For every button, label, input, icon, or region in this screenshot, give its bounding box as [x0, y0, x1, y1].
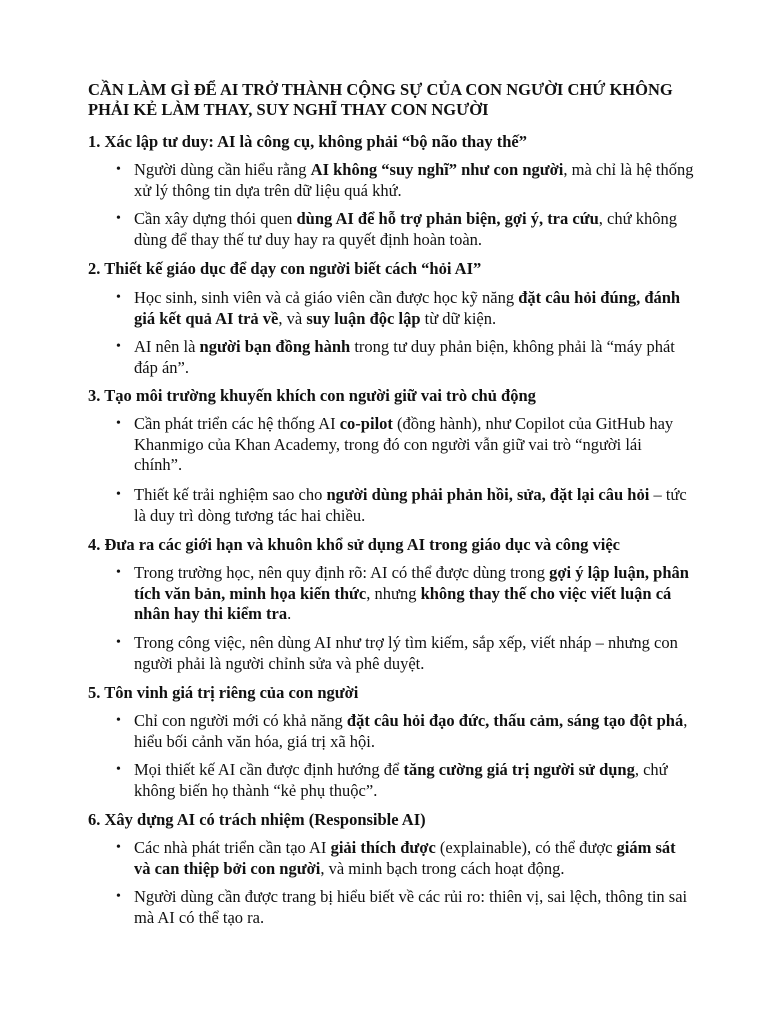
bullet-item: Cần phát triển các hệ thống AI co-pilot (đồng hành), như Copilot của GitHub hay Khanmigo của Khan Academy, trong đó con người vẫn giữ vai trò “người lái chính”.	[134, 414, 674, 474]
bullet-item: Mọi thiết kế AI cần được định hướng để tăng cường giá trị người sử dụng, chứ không biến họ thành “kẻ phụ thuộc”.	[134, 760, 668, 800]
bullet-icon: •	[116, 487, 121, 502]
bullet-icon: •	[116, 162, 121, 177]
bullet-icon: •	[116, 713, 121, 728]
section-heading-4: 4. Đưa ra các giới hạn và khuôn khổ sử dụng AI trong giáo dục và công việc	[88, 535, 620, 554]
bullet-icon: •	[116, 211, 121, 226]
bullet-icon: •	[116, 339, 121, 354]
bullet-item: Cần xây dựng thói quen dùng AI để hỗ trợ phản biện, gợi ý, tra cứu, chứ không dùng để thay thế tư duy hay ra quyết định hoàn toàn.	[134, 209, 677, 249]
document-title: CẦN LÀM GÌ ĐỂ AI TRỞ THÀNH CỘNG SỰ CỦA CON NGƯỜI CHỨ KHÔNG PHẢI KẺ LÀM THAY, SUY NGHĨ THAY CON NGƯỜI	[88, 80, 673, 119]
bullet-icon: •	[116, 565, 121, 580]
bullet-icon: •	[116, 840, 121, 855]
section-heading-3: 3. Tạo môi trường khuyến khích con người giữ vai trò chủ động	[88, 386, 536, 405]
bullet-icon: •	[116, 416, 121, 431]
bullet-item: AI nên là người bạn đồng hành trong tư duy phản biện, không phải là “máy phát đáp án”.	[134, 337, 675, 377]
bullet-icon: •	[116, 635, 121, 650]
section-heading-1: 1. Xác lập tư duy: AI là công cụ, không phải “bộ não thay thế”	[88, 132, 527, 151]
bullet-item: Các nhà phát triển cần tạo AI giải thích được (explainable), có thể được giám sát và can thiệp bởi con người, và minh bạch trong cách hoạt động.	[134, 838, 676, 878]
bullet-item: Người dùng cần hiểu rằng AI không “suy nghĩ” như con người, mà chỉ là hệ thống xử lý thông tin dựa trên dữ liệu quá khứ.	[134, 160, 694, 200]
bullet-item: Chỉ con người mới có khả năng đặt câu hỏi đạo đức, thấu cảm, sáng tạo đột phá, hiểu bối cảnh văn hóa, giá trị xã hội.	[134, 711, 688, 751]
bullet-item: Trong công việc, nên dùng AI như trợ lý tìm kiếm, sắp xếp, viết nháp – nhưng con người phải là người chỉnh sửa và phê duyệt.	[134, 633, 678, 673]
section-heading-6: 6. Xây dựng AI có trách nhiệm (Responsible AI)	[88, 810, 426, 829]
bullet-item: Trong trường học, nên quy định rõ: AI có thể được dùng trong gợi ý lập luận, phân tích văn bản, minh họa kiến thức, nhưng không thay thế cho việc viết luận cá nhân hay thi kiểm tra.	[134, 563, 689, 623]
section-heading-2: 2. Thiết kế giáo dục để dạy con người biết cách “hỏi AI”	[88, 259, 482, 278]
bullet-item: Thiết kế trải nghiệm sao cho người dùng phải phản hồi, sửa, đặt lại câu hỏi – tức là duy trì dòng tương tác hai chiều.	[134, 485, 687, 525]
bullet-icon: •	[116, 762, 121, 777]
bullet-icon: •	[116, 290, 121, 305]
bullet-icon: •	[116, 889, 121, 904]
bullet-item: Học sinh, sinh viên và cả giáo viên cần được học kỹ năng đặt câu hỏi đúng, đánh giá kết quả AI trả về, và suy luận độc lập từ dữ kiện.	[134, 288, 681, 328]
section-heading-5: 5. Tôn vinh giá trị riêng của con người	[88, 683, 359, 702]
bullet-item: Người dùng cần được trang bị hiểu biết về các rủi ro: thiên vị, sai lệch, thông tin sai mà AI có thể tạo ra.	[134, 887, 688, 927]
